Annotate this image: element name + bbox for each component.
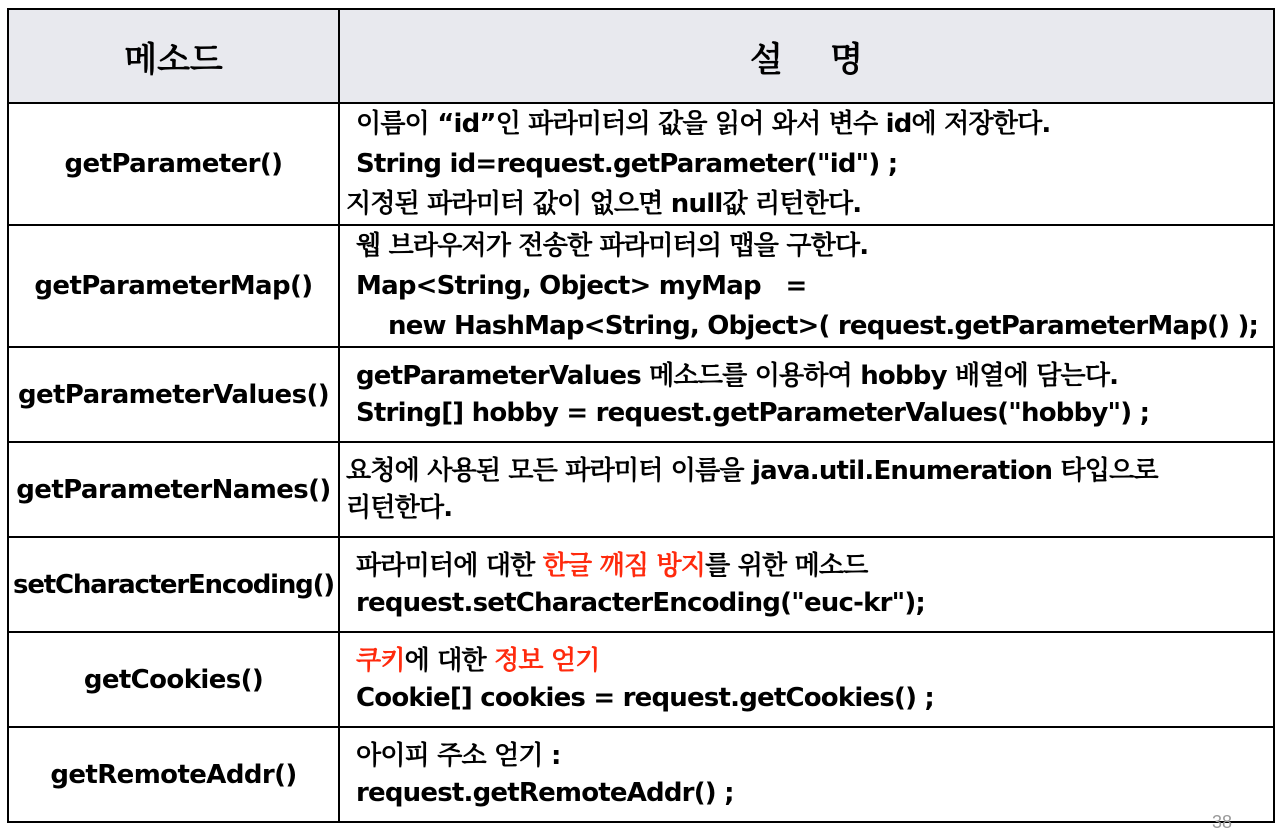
table-row (8, 727, 1274, 822)
method-name: getRemoteAddr() (8, 727, 339, 822)
highlight-text: 정보 얻기 (494, 645, 600, 676)
methods-table (7, 8, 1275, 823)
header-description: 설 명 (339, 9, 1274, 103)
highlight-text: 한글 깨짐 방지 (542, 550, 706, 581)
method-description: 파라미터에 대한 한글 깨짐 방지를 위한 메소드 request.setCharacterEncoding("euc-kr"); (339, 537, 1274, 632)
table-row (8, 537, 1274, 632)
table-row (8, 632, 1274, 727)
method-description: 이름이 “id”인 파라미터의 값을 읽어 와서 변수 id에 저장한다. String id=request.getParameter("id") ; 지정된 파라미터 값이 없으면 null값 리턴한다. (339, 103, 1274, 225)
method-description: 웹 브라우저가 전송한 파라미터의 맵을 구한다. Map<String, Object> myMap = new HashMap<String, Object>( request.getParameterMap() ); (339, 225, 1274, 347)
table-row (8, 347, 1274, 442)
method-name: getParameterValues() (8, 347, 339, 442)
table-row (8, 442, 1274, 537)
method-name: getParameterMap() (8, 225, 339, 347)
page-number: 38 (1211, 812, 1232, 832)
method-name: getParameterNames() (8, 442, 339, 537)
table-row (8, 103, 1274, 225)
header-row (8, 9, 1274, 103)
method-name: getParameter() (8, 103, 339, 225)
method-description: 아이피 주소 얻기 : request.getRemoteAddr() ; (339, 727, 1274, 822)
highlight-text: 쿠키 (356, 645, 405, 676)
method-description: 요청에 사용된 모든 파라미터 이름을 java.util.Enumeration 타입으로 리턴한다. (339, 442, 1274, 537)
method-description: 쿠키에 대한 정보 얻기 Cookie[] cookies = request.getCookies() ; (339, 632, 1274, 727)
method-name: getCookies() (8, 632, 339, 727)
method-description: getParameterValues 메소드를 이용하여 hobby 배열에 담는다. String[] hobby = request.getParameterValues("hobby") ; (339, 347, 1274, 442)
header-method: 메소드 (8, 9, 339, 103)
table-row (8, 225, 1274, 347)
method-name: setCharacterEncoding() (8, 537, 339, 632)
